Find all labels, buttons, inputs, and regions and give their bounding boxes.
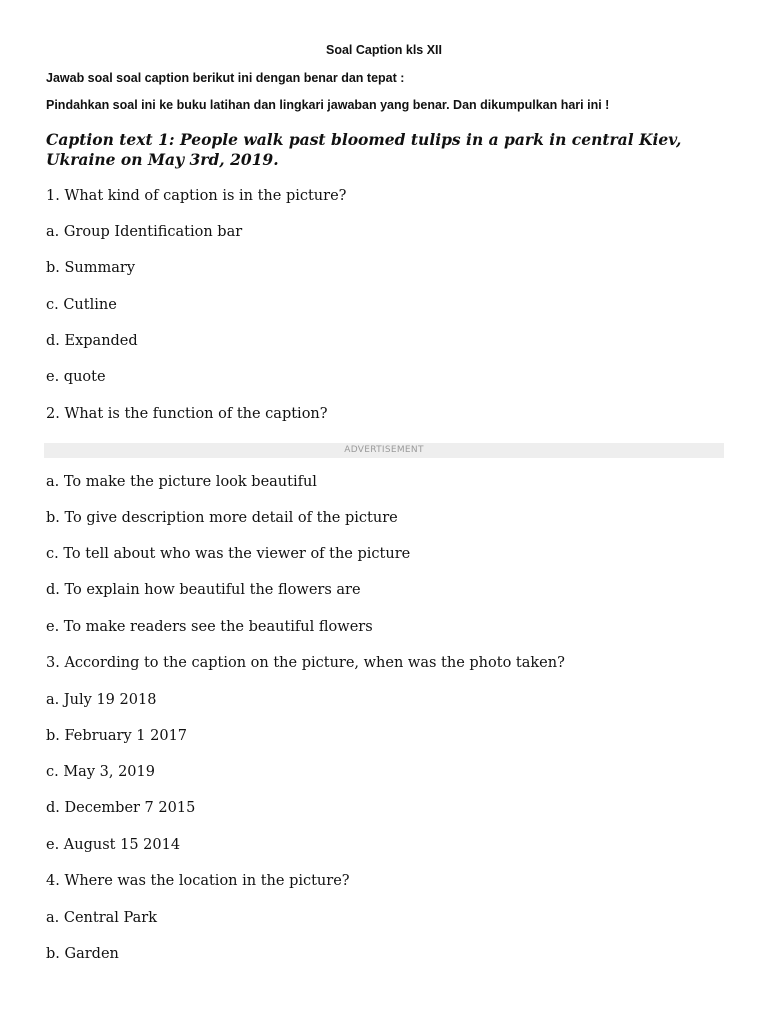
question-3: 3. According to the caption on the picture, when was the photo taken? bbox=[46, 655, 565, 671]
question-4-option-b: b. Garden bbox=[46, 946, 119, 962]
question-3-option-d: d. December 7 2015 bbox=[46, 800, 196, 816]
question-3-option-a: a. July 19 2018 bbox=[46, 692, 157, 708]
instruction-line-2: Pindahkan soal ini ke buku latihan dan lingkari jawaban yang benar. Dan dikumpulkan hari ini ! bbox=[46, 98, 610, 112]
question-1-option-c: c. Cutline bbox=[46, 297, 117, 313]
question-1-option-d: d. Expanded bbox=[46, 333, 138, 349]
question-2: 2. What is the function of the caption? bbox=[46, 406, 328, 422]
question-2-option-d: d. To explain how beautiful the flowers are bbox=[46, 582, 361, 598]
caption-text: Caption text 1: People walk past bloomed tulips in a park in central Kiev, Ukraine on May 3rd, 2019. bbox=[46, 130, 682, 169]
question-1: 1. What kind of caption is in the picture? bbox=[46, 188, 347, 204]
question-1-option-a: a. Group Identification bar bbox=[46, 224, 243, 240]
question-2-option-b: b. To give description more detail of the picture bbox=[46, 510, 398, 526]
page-title: Soal Caption kls XII bbox=[326, 43, 442, 57]
question-2-option-a: a. To make the picture look beautiful bbox=[46, 474, 317, 490]
question-3-option-b: b. February 1 2017 bbox=[46, 728, 188, 744]
question-2-option-e: e. To make readers see the beautiful flowers bbox=[46, 619, 373, 635]
question-2-option-c: c. To tell about who was the viewer of the picture bbox=[46, 546, 411, 562]
question-4: 4. Where was the location in the picture? bbox=[46, 873, 350, 889]
question-4-option-a: a. Central Park bbox=[46, 910, 157, 926]
advertisement-bar: ADVERTISEMENT bbox=[44, 443, 724, 458]
question-1-option-e: e. quote bbox=[46, 369, 106, 385]
question-3-option-c: c. May 3, 2019 bbox=[46, 764, 155, 780]
question-3-option-e: e. August 15 2014 bbox=[46, 837, 181, 853]
instruction-line-1: Jawab soal soal caption berikut ini dengan benar dan tepat : bbox=[46, 71, 405, 85]
question-1-option-b: b. Summary bbox=[46, 260, 136, 276]
